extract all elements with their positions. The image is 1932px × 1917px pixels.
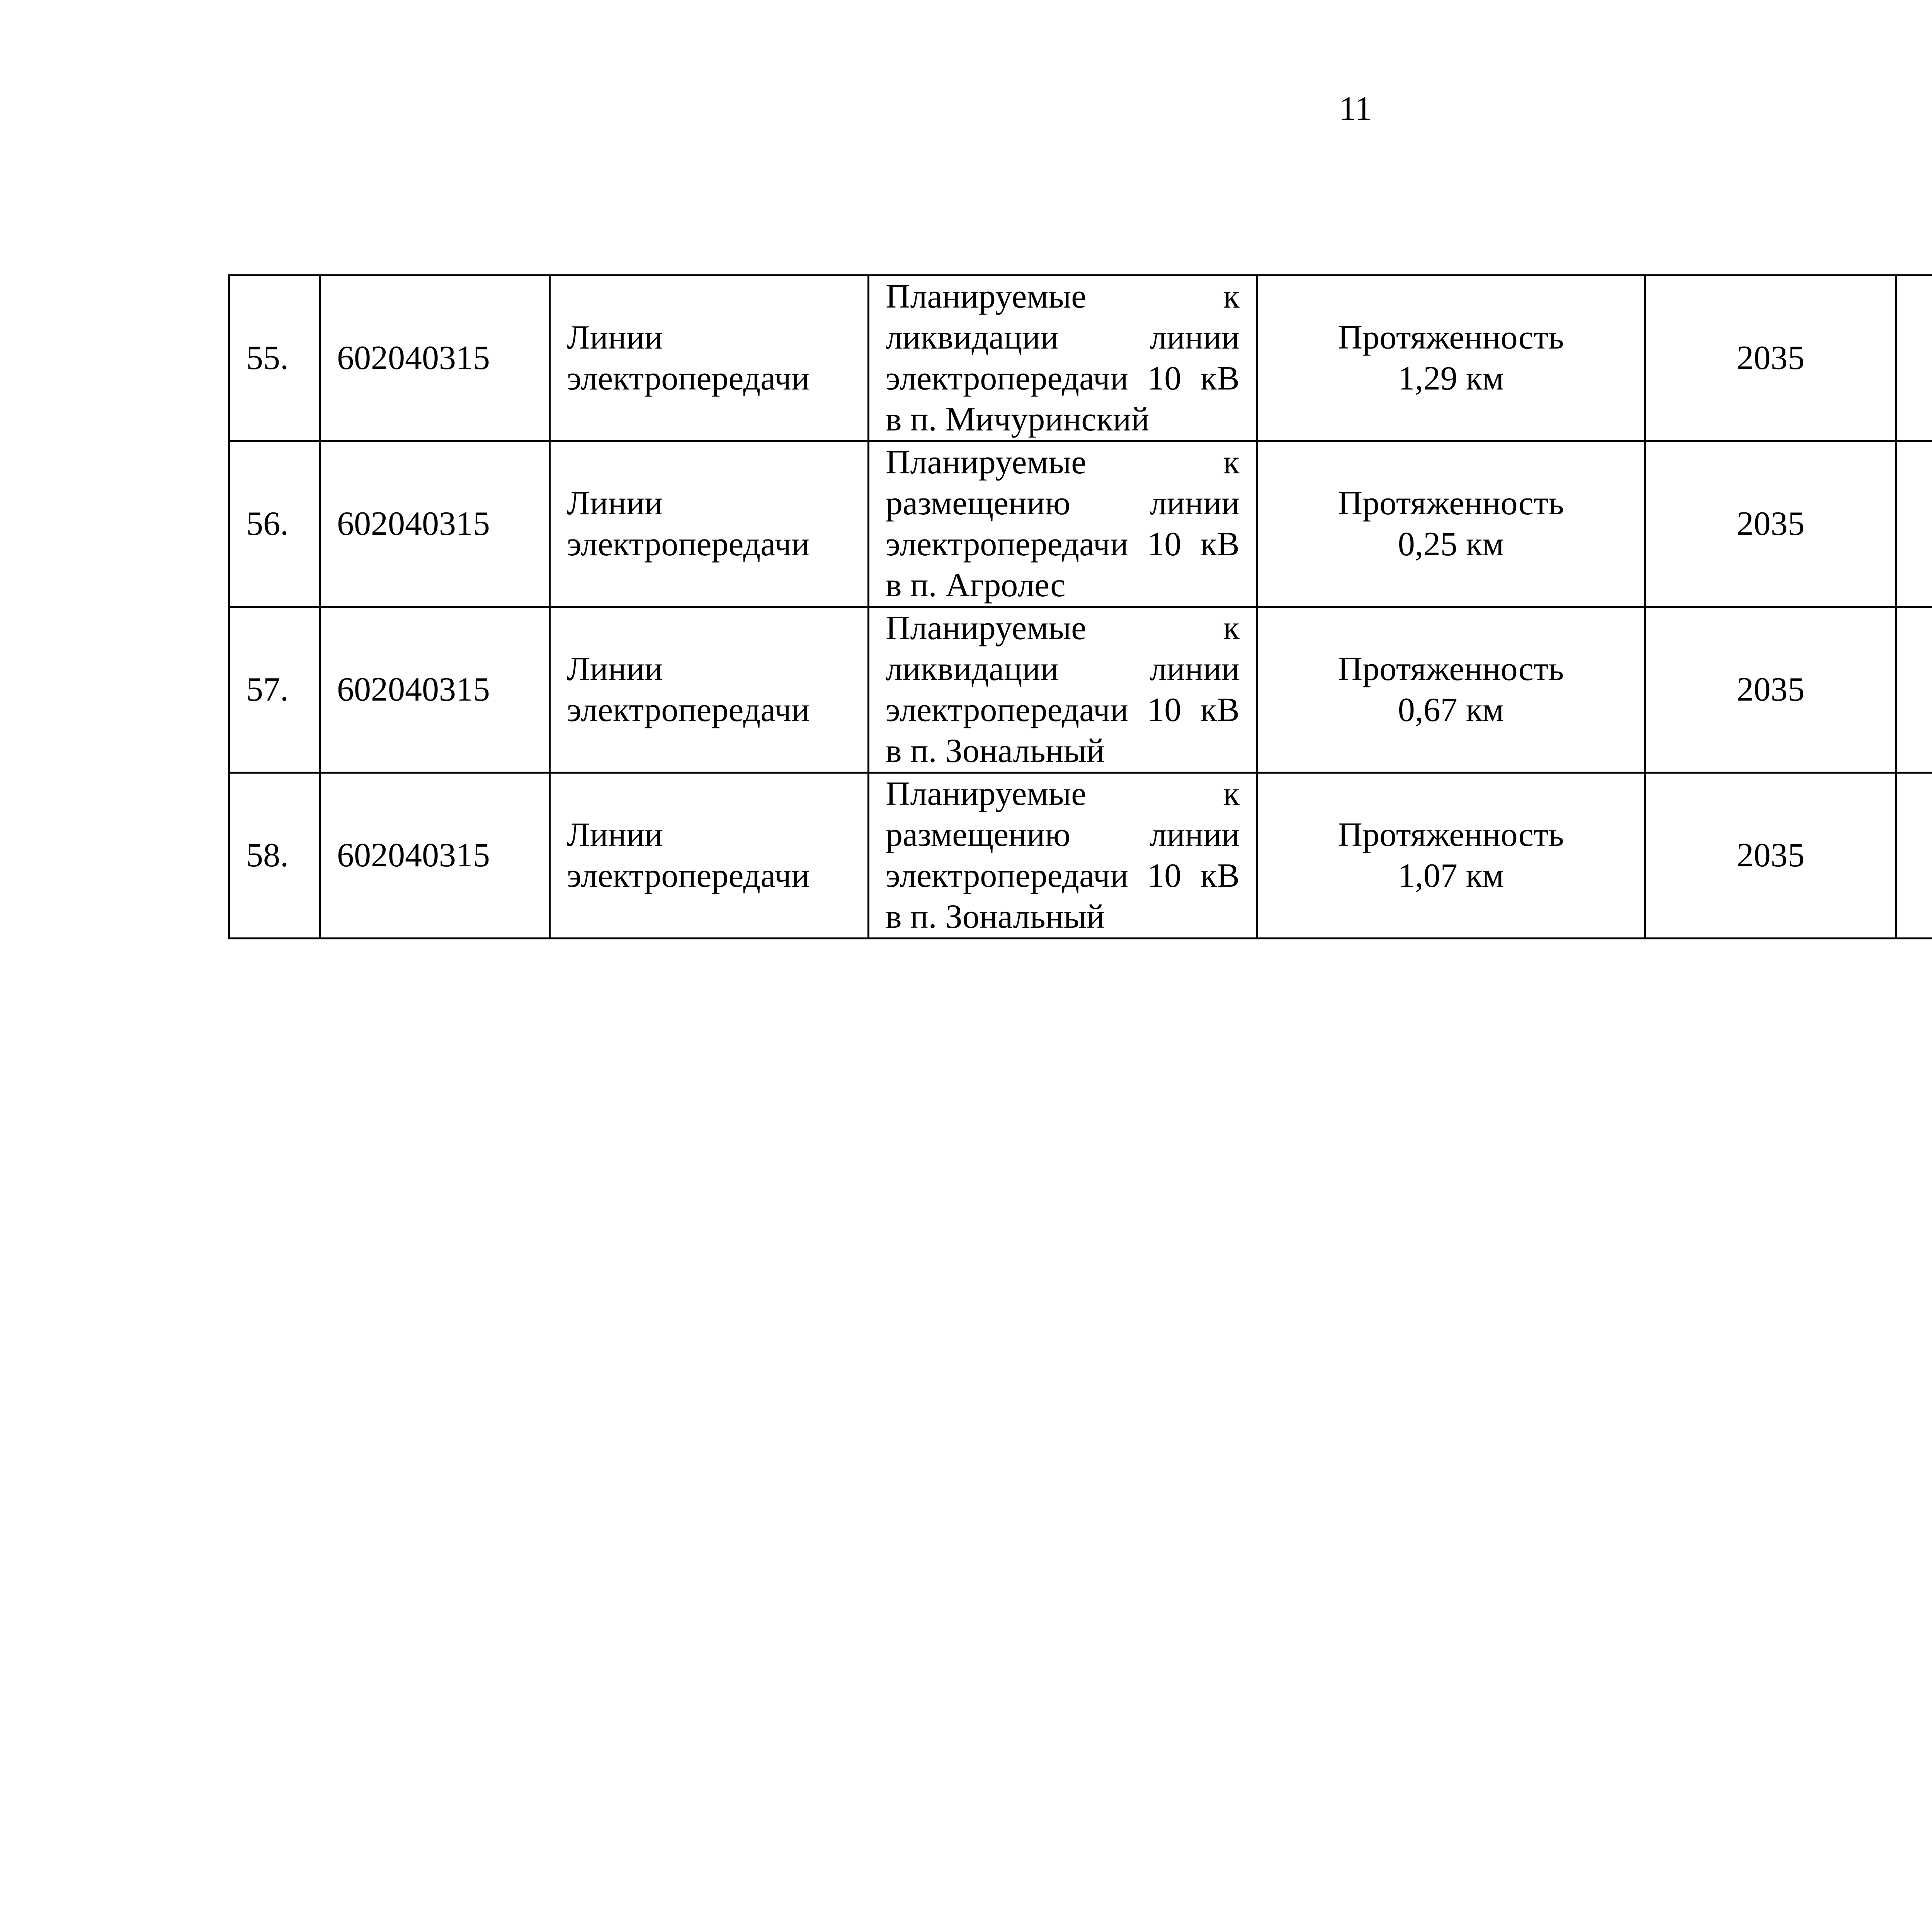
length-value: 0,25 км <box>1398 526 1504 563</box>
description-cell: Планируемые к ликвидации линии электропередачи 10 кВ в п. Зональный <box>869 607 1257 773</box>
code-cell: 602040315 <box>320 607 550 773</box>
table-row <box>229 276 1932 441</box>
object-type-cell <box>550 441 869 607</box>
object-kind-cell <box>1896 773 1932 939</box>
object-type-line: Линии <box>567 485 663 522</box>
length-label: Протяженность <box>1338 485 1564 522</box>
code-cell: 602040315 <box>320 276 550 441</box>
object-type-cell <box>550 773 869 939</box>
year-cell: 2035 <box>1645 276 1896 441</box>
description-cell: Планируемые к ликвидации линии электропередачи 10 кВ в п. Мичуринский <box>869 276 1257 441</box>
description-cell: Планируемые к размещению линии электропередачи 10 кВ в п. Зональный <box>869 773 1257 939</box>
length-value: 0,67 км <box>1398 691 1504 729</box>
row-number-cell: 57. <box>229 607 320 773</box>
length-label: Протяженность <box>1338 650 1564 688</box>
description-cell: Планируемые к размещению линии электропередачи 10 кВ в п. Агролес <box>869 441 1257 607</box>
object-type-line: электропередачи <box>567 691 810 729</box>
object-type-line: электропередачи <box>567 360 810 397</box>
length-cell <box>1257 773 1645 939</box>
objects-table <box>228 274 1932 939</box>
length-cell <box>1257 441 1645 607</box>
year-cell: 2035 <box>1645 773 1896 939</box>
object-kind-cell <box>1896 441 1932 607</box>
year-cell: 2035 <box>1645 441 1896 607</box>
row-number-cell: 56. <box>229 441 320 607</box>
length-cell <box>1257 607 1645 773</box>
object-type-line: Линии <box>567 319 663 356</box>
table-row <box>229 607 1932 773</box>
length-label: Протяженность <box>1338 816 1564 854</box>
object-kind-cell <box>1896 276 1932 441</box>
table-row <box>229 773 1932 939</box>
row-number-cell: 58. <box>229 773 320 939</box>
length-label: Протяженность <box>1338 319 1564 356</box>
code-cell: 602040315 <box>320 773 550 939</box>
object-type-line: электропередачи <box>567 857 810 895</box>
object-type-cell <box>550 276 869 441</box>
object-type-line: Линии <box>567 816 663 854</box>
code-cell: 602040315 <box>320 441 550 607</box>
table-body <box>229 276 1932 939</box>
object-type-line: Линии <box>567 650 663 688</box>
length-cell <box>1257 276 1645 441</box>
length-value: 1,29 км <box>1398 360 1504 397</box>
year-cell: 2035 <box>1645 607 1896 773</box>
object-kind-cell <box>1896 607 1932 773</box>
object-type-cell <box>550 607 869 773</box>
page-number: 11 <box>1339 90 1372 128</box>
length-value: 1,07 км <box>1398 857 1504 895</box>
table-row <box>229 441 1932 607</box>
row-number-cell: 55. <box>229 276 320 441</box>
object-type-line: электропередачи <box>567 526 810 563</box>
